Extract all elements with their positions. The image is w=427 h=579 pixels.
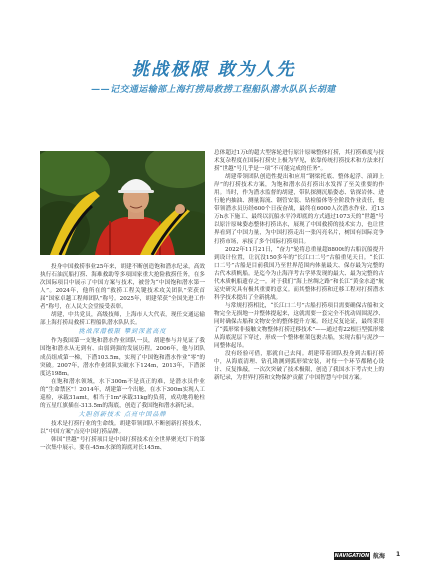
paragraph: 韩国“世越”号打捞项目是中国打捞技术在全世界聚光灯下的第一次集中展示。要在-45m水深的海底对长145m、 [40, 436, 205, 452]
paragraph: 作为我国第一支饱和潜水作业团队一员，胡建参与并见证了我国饱和潜水从无到有、由弱到强的发展历程。2006年，他与团队成员组成第一梯，下潜103.5m，实现了中国饱和潜水作业“零”的突破。2007年，潜水作业团队实破水下124m，2013年，下潜深度达198m。 [40, 338, 205, 377]
paragraph: 没有经验可借，那就自己去闯。胡建带着团队投身到古船打捞中，从海底清理、钻孔勘测到弧形梁安装，对每一个环节都精心设计、反复推敲，一次次突破了技术极限，创造了我国水下考古史上的新纪录，为世界打捞和文物保护贡献了中国智慧与中国方案。 [214, 351, 384, 382]
paragraph-intro: 投身中国救捞事业25年来，胡建不断创造饱和潜水纪录，高效执行石油沉船打捞、海难救助等多项国家重大抢险救捞任务，在多次国际项目中展示了中国方案与技术，被誉为“中国饱和潜水第一人”。2024年，他所在的“救捞工程关键技术攻关团队”荣获首届“国家卓越工程师团队”称号。2025年，胡建荣获“全国先进工作者”称号，在人民大会堂接受表彰。 [40, 264, 205, 311]
section-heading-2: 大胆创新技术 点亮中国品牌 [78, 410, 167, 418]
right-text-column [214, 149, 384, 382]
magazine-tag: NAVIGATION [334, 553, 370, 559]
paragraph: 在饱和潜水领域，水下300m不是真正的难，是潜水员作业的“生命禁区”！2014年，胡建第一个出舱，在水下300m实现人工巡检，承载31amt，相当于1m²承载31kg的负荷，成功地将舱柱的五星红旗插在-313.5m的海底，创造了我国饱和潜水新纪录。 [40, 378, 205, 409]
page-number: 1 [396, 551, 401, 558]
paragraph-profile: 胡建，中共党员，高级技师，上海市人大代表，现任交通运输部上海打捞局救捞工程船队潜水队队长。 [40, 312, 205, 327]
paragraph: 总体超过1万t的超大型客轮进行原汁原味整体打捞，其打捞难度与技术复杂程度在国际打捞史上极为罕见，依靠传统打捞技术和方法来打捞“世越”号几乎是一项“不可能完成的任务”。 [214, 150, 384, 173]
left-text-column [40, 263, 205, 452]
paragraph: 与常规打捞相比，“长江口二号”古船打捞项目需要确保古船和文物完全无损地一并整体提起来，这就需要一套完全不扰动周围泥沙、同时确保古船和文物安全的整体提升方案。经过反复论证，最终采用了“弧形梁非接触文物整体打捞迁移技术”——通过将22根巨型弧形梁从海底泥层下穿过，形成一个整体框架包裹古船，实现古船与泥沙一同整体起吊。 [214, 302, 384, 350]
portrait-illustration [40, 151, 205, 255]
portrait-photo [40, 151, 205, 255]
article-subtitle: ——记交通运输部上海打捞局救捞工程船队潜水队队长胡建 [91, 85, 336, 95]
paragraph: 技术是打捞行业的生命线。胡建带领团队不断创新打捞技术，以“中国方案”点亮中国打捞品牌。 [40, 420, 205, 435]
section-heading-1: 挑战深潜极限 攀到深蓝高度 [78, 328, 167, 336]
paragraph: 胡建带领团队创造性提出和应用“钢梁托底、整体起浮、滚卸上岸”的打捞技术方案，为饱和潜水员打捞出水发挥了至关重要的作用。当时，作为潜水监督的胡建，带队探测沉船姿态、钻探岩体、进行舱内抽油、测量海流、钢管安装、钻检船体等全阶段作业责任，他带领潜水员历经600个日夜奋战，最终在6000人次潜水作业、近13万h水下施工、最终以沉船水平冷却底的方式通过1073天的“世越”号以原汁原味姿态整体打捞出水，展现了中国救捞的技术实力，也让世界看到了中国力量，为中国打捞走出一张闪亮名片，树国有国际竞争打捞市场，承接了多个国际打捞项目。 [214, 174, 384, 245]
paragraph: 2022年11月21日，“奋力”轮将总重量超8800t的古船沉船提升到设计位置，让沉没150多年的“长江口二号”古船重见天日。“长江口二号”古船是目前我国乃至世界范围内体量最大、保存最为完整的古代木质帆船。是迄今为止海洋考古学界发现的最大、最为完整的古代木质帆船遗存之一。对于我们“海上丝绸之路”和长江“黄金水道”航运史研究具有极其重要的意义。而其整体打捞和迁移工程对打捞潜水科学技术提出了全新挑战。 [214, 246, 384, 301]
article-title: 挑战极限 敢为人先 [131, 60, 296, 80]
magazine-name: 航海 [373, 553, 386, 560]
